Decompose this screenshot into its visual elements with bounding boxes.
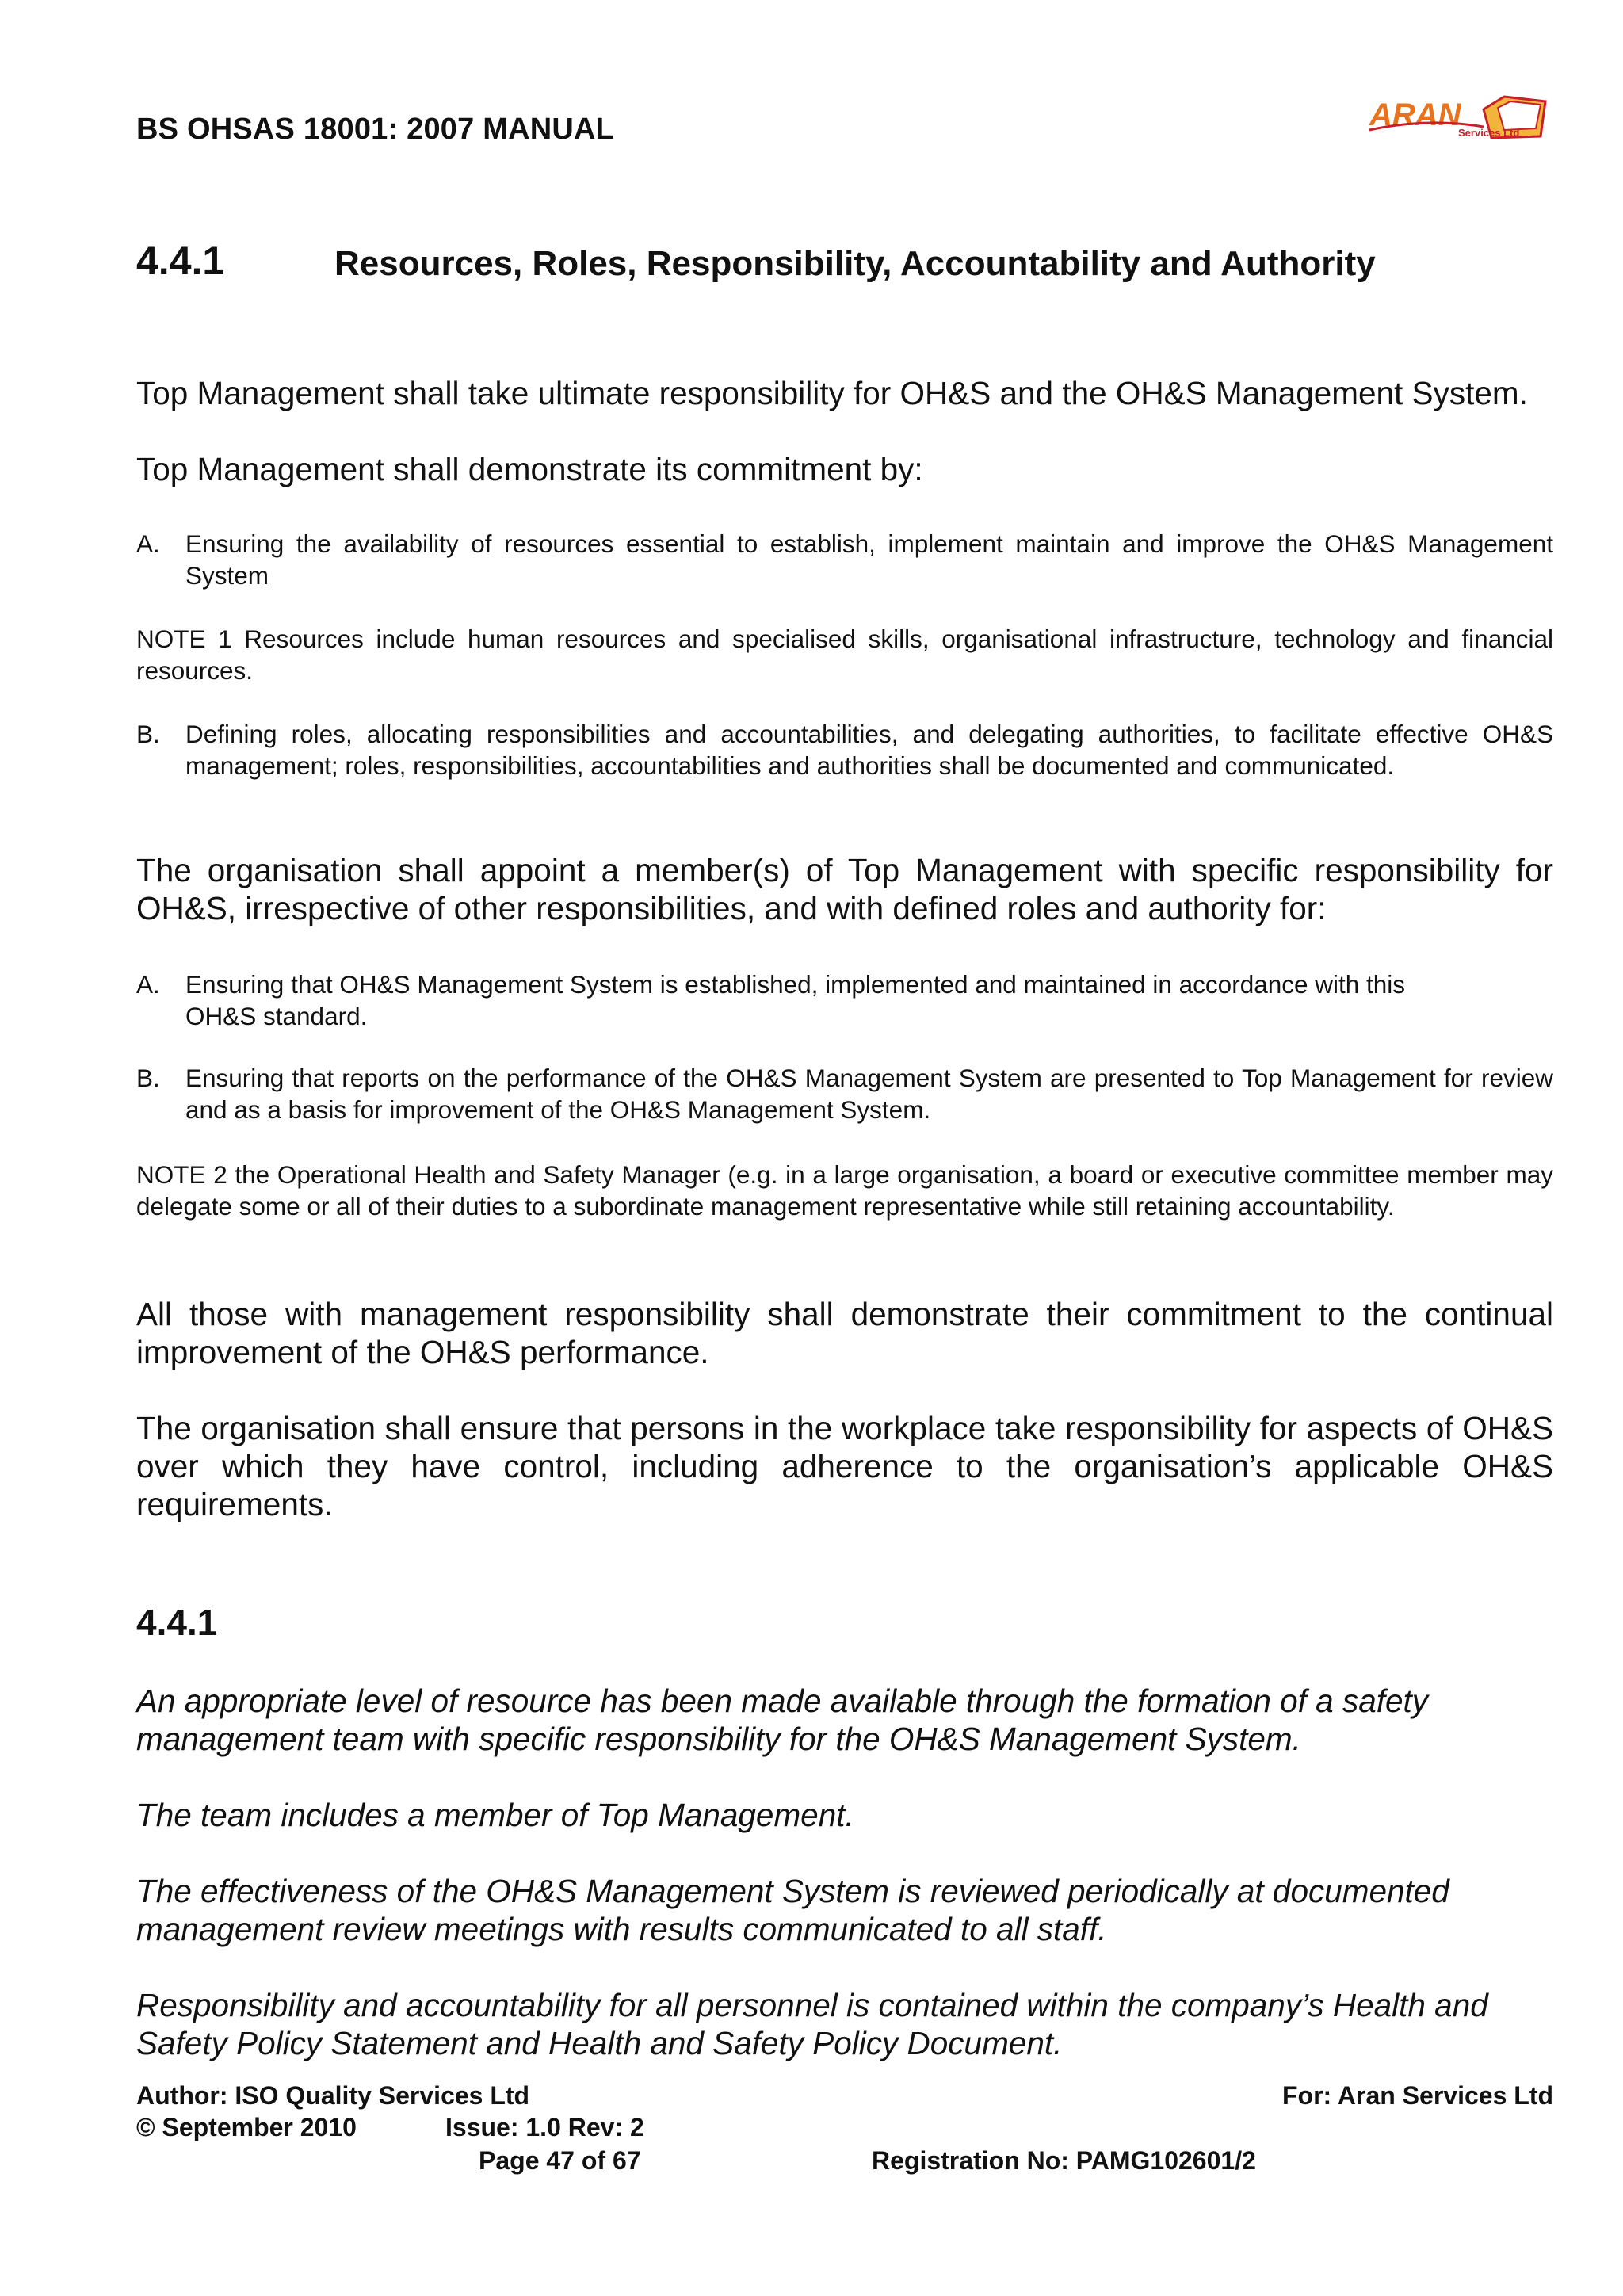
implementation-paragraph: The team includes a member of Top Management. xyxy=(136,1797,854,1833)
footer-issue: Issue: 1.0 Rev: 2 xyxy=(445,2113,644,2141)
list-item-letter: B. xyxy=(136,720,160,748)
footer-author: Author: ISO Quality Services Ltd xyxy=(136,2081,530,2110)
implementation-paragraph: Responsibility and accountability for all personnel is contained within the company’s Health and Safety Policy Statement and Health and Safety Policy Document. xyxy=(136,1987,1488,2061)
footer-page-number: Page 47 of 67 xyxy=(479,2146,641,2175)
appoint-paragraph: The organisation shall appoint a member(s) of Top Management with specific responsibility for OH&S, irrespective of other responsibilities, and with defined roles and authority for: xyxy=(136,852,1553,926)
intro-paragraph-1: Top Management shall take ultimate responsibility for OH&S and the OH&S Management System. xyxy=(136,375,1528,411)
implementation-paragraph: The effectiveness of the OH&S Management System is reviewed periodically at documented management review meetings with results communicated to all staff. xyxy=(136,1873,1449,1947)
note-2: NOTE 2 the Operational Health and Safety Manager (e.g. in a large organisation, a board or executive committee member may delegate some or all of their duties to a subordinate management representative while still retaining accountability. xyxy=(136,1160,1553,1221)
subsection-number: 4.4.1 xyxy=(136,1602,218,1643)
note-1: NOTE 1 Resources include human resources and specialised skills, organisational infrastructure, technology and financial resources. xyxy=(136,625,1553,685)
list-item-text: Ensuring that reports on the performance of the OH&S Management System are presented to Top Management for review and as a basis for improvement of the OH&S Management System. xyxy=(185,1064,1553,1124)
persons-paragraph: The organisation shall ensure that persons in the workplace take responsibility for aspects of OH&S over which they have control, including adherence to the organisation’s applicable OH&S requirements. xyxy=(136,1410,1553,1522)
implementation-paragraph: An appropriate level of resource has been made available through the formation of a safety management team with specific responsibility for the OH&S Management System. xyxy=(136,1683,1429,1757)
list-item-text: Defining roles, allocating responsibilities and accountabilities, and delegating authorities, to facilitate effective OH&S management; roles, responsibilities, accountabilities and authorities shall be documented and communicated. xyxy=(185,720,1553,780)
svg-text:ARAN: ARAN xyxy=(1369,97,1461,132)
list-item-letter: A. xyxy=(136,970,160,999)
list-item-letter: A. xyxy=(136,529,160,558)
list-item-letter: B. xyxy=(136,1064,160,1092)
footer-for: For: Aran Services Ltd xyxy=(1281,2081,1553,2110)
footer-registration: Registration No: PAMG102601/2 xyxy=(872,2146,1256,2175)
list-item-text: Ensuring that OH&S Management System is established, implemented and maintained in accordance with this OH&S standard. xyxy=(185,970,1406,1030)
list-item-text: Ensuring the availability of resources essential to establish, implement maintain and improve the OH&S Management System xyxy=(185,529,1553,590)
section-title: Resources, Roles, Responsibility, Accountability and Authority xyxy=(334,244,1376,283)
section-number: 4.4.1 xyxy=(136,239,225,283)
manual-title: BS OHSAS 18001: 2007 MANUAL xyxy=(136,113,615,146)
footer-copyright: © September 2010 xyxy=(136,2113,357,2141)
commitment-paragraph: All those with management responsibility shall demonstrate their commitment to the continual improvement of the OH&S performance. xyxy=(136,1296,1553,1370)
aran-logo xyxy=(1365,94,1547,143)
svg-text:Services Ltd: Services Ltd xyxy=(1458,127,1520,139)
intro-paragraph-2: Top Management shall demonstrate its commitment by: xyxy=(136,451,923,487)
